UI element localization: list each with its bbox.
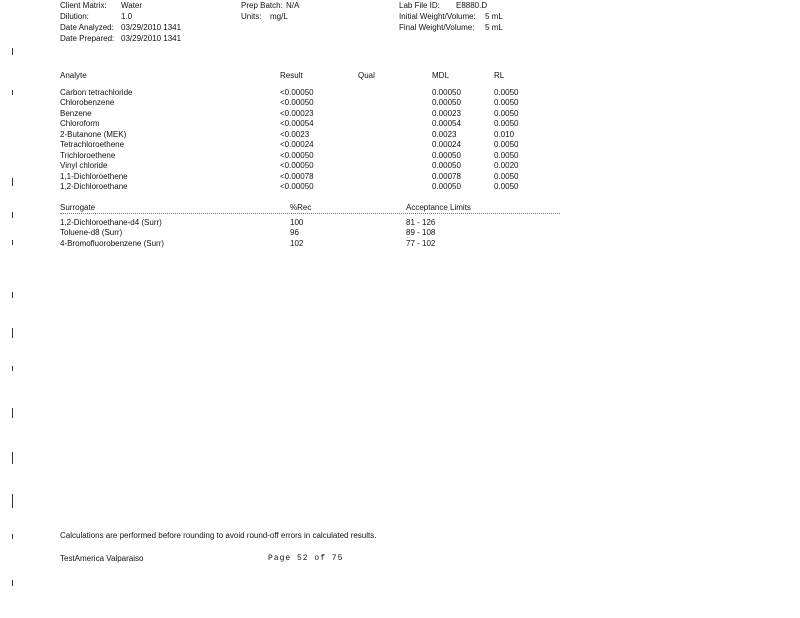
analyte-rl: 0.0050: [494, 108, 519, 118]
table-row: [60, 119, 600, 130]
table-row: [60, 161, 600, 172]
table-row: [60, 228, 600, 239]
table-row: [60, 218, 600, 229]
col-mdl: MDL: [432, 71, 449, 80]
units-label: Units:: [241, 12, 262, 21]
surrogate-limits: 81 - 126: [406, 217, 436, 227]
analyte-table-header: [60, 71, 600, 82]
date-analyzed-value: 03/29/2010 1341: [121, 23, 182, 32]
col-result: Result: [280, 71, 303, 80]
table-row: [60, 140, 600, 151]
surrogate-limits: 77 - 102: [406, 238, 436, 248]
analyte-mdl: 0.0023: [432, 129, 457, 139]
analyte-mdl: 0.00050: [432, 161, 461, 170]
analyte-result: <0.00023: [280, 108, 314, 118]
analyte-result: <0.00024: [280, 140, 314, 149]
analyte-table: [60, 71, 600, 193]
table-row: [60, 109, 600, 120]
analyte-name: Tetrachloroethene: [60, 140, 125, 149]
prep-batch-value: N/A: [286, 1, 300, 10]
analyte-result: <0.00050: [280, 150, 314, 160]
section-divider: [60, 213, 560, 214]
analyte-rl: 0.0020: [494, 161, 519, 170]
analyte-name: 1,2-Dichloroethane: [60, 182, 128, 191]
analyte-mdl: 0.00050: [432, 98, 461, 107]
company-name: TestAmerica Valparaiso: [60, 554, 144, 563]
col-rec: %Rec: [290, 203, 312, 212]
surrogate-name: 1,2-Dichloroethane-d4 (Surr): [60, 217, 162, 227]
analyte-result: <0.00050: [280, 87, 314, 97]
initial-weight-label: Initial Weight/Volume:: [399, 12, 476, 21]
initial-weight-value: 5 mL: [485, 12, 503, 21]
analyte-result: <0.00054: [280, 119, 314, 128]
client-matrix-label: Client Matrix:: [60, 1, 107, 10]
analyte-mdl: 0.00054: [432, 119, 461, 128]
analyte-rl: 0.0050: [494, 98, 519, 107]
analyte-name: Carbon tetrachloride: [60, 87, 133, 97]
page-number: Page 52 of 75: [268, 554, 344, 563]
analyte-name: Benzene: [60, 108, 92, 118]
dilution-label: Dilution:: [60, 12, 89, 21]
analyte-result: <0.00050: [280, 161, 314, 170]
analyte-rl: 0.0050: [494, 171, 519, 181]
date-prepared-value: 03/29/2010 1341: [121, 34, 182, 43]
table-row: [60, 130, 600, 141]
analyte-name: Chlorobenzene: [60, 98, 115, 107]
analyte-result: <0.00050: [280, 182, 314, 191]
table-row: [60, 151, 600, 162]
col-acceptance-limits: Acceptance Limits: [406, 203, 471, 212]
analyte-mdl: 0.00023: [432, 108, 461, 118]
table-row: [60, 172, 600, 183]
dilution-value: 1.0: [121, 12, 133, 21]
col-rl: RL: [494, 71, 505, 80]
client-matrix-value: Water: [121, 1, 143, 10]
surrogate-name: 4-Bromofluorobenzene (Surr): [60, 238, 165, 248]
surrogate-limits: 89 - 108: [406, 228, 436, 237]
analyte-name: 2-Butanone (MEK): [60, 129, 127, 139]
table-row: [60, 239, 600, 250]
analyte-rl: 0.0050: [494, 140, 519, 149]
analyte-rl: 0.0050: [494, 87, 519, 97]
analyte-name: Chloroform: [60, 119, 100, 128]
surrogate-table-header: [60, 203, 600, 214]
surrogate-rec: 100: [290, 217, 304, 227]
analyte-rl: 0.0050: [494, 182, 519, 191]
surrogate-rec: 96: [290, 228, 299, 237]
table-row: [60, 182, 600, 193]
final-weight-value: 5 mL: [485, 23, 503, 32]
analyte-result: <0.0023: [280, 129, 310, 139]
analyte-mdl: 0.00050: [432, 150, 461, 160]
analyte-result: <0.00078: [280, 171, 314, 181]
table-row: [60, 88, 600, 99]
prep-batch-label: Prep Batch:: [241, 1, 283, 10]
units-value: mg/L: [270, 12, 288, 21]
lab-file-value: E8880.D: [456, 1, 488, 10]
col-analyte: Analyte: [60, 71, 87, 80]
analyte-mdl: 0.00050: [432, 182, 461, 191]
analyte-rl: 0.010: [494, 129, 515, 139]
surrogate-name: Toluene-d8 (Surr): [60, 228, 123, 237]
analyte-mdl: 0.00050: [432, 87, 461, 97]
table-row: [60, 98, 600, 109]
analyte-rl: 0.0050: [494, 150, 519, 160]
col-surrogate: Surrogate: [60, 203, 96, 212]
calculation-note: Calculations are performed before rounding to avoid round-off errors in calculated results.: [60, 531, 377, 540]
analyte-rl: 0.0050: [494, 119, 519, 128]
date-prepared-label: Date Prepared:: [60, 34, 115, 43]
surrogate-rec: 102: [290, 238, 304, 248]
col-qual: Qual: [358, 71, 375, 80]
analyte-name: 1,1-Dichloroethene: [60, 171, 128, 181]
analyte-name: Trichloroethene: [60, 150, 116, 160]
surrogate-table: [60, 203, 600, 249]
analyte-mdl: 0.00078: [432, 171, 461, 181]
final-weight-label: Final Weight/Volume:: [399, 23, 475, 32]
analyte-result: <0.00050: [280, 98, 314, 107]
analyte-mdl: 0.00024: [432, 140, 461, 149]
analyte-name: Vinyl chloride: [60, 161, 108, 170]
lab-file-label: Lab File ID:: [399, 1, 440, 10]
date-analyzed-label: Date Analyzed:: [60, 23, 114, 32]
